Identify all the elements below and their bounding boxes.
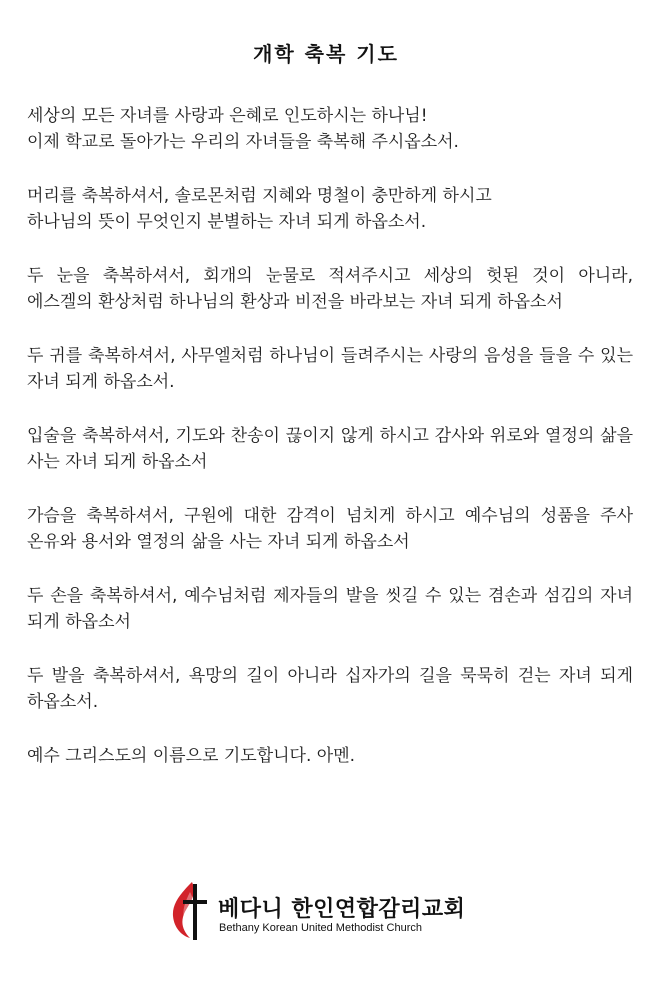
church-name-korean: 베다니 한인연합감리교회 [218, 897, 466, 922]
church-logo [170, 880, 490, 942]
paragraph-heart: 가슴을 축복하셔서, 구원에 대한 감격이 넘치게 하시고 예수님의 성품을 주사 온유와 용서와 열정의 삶을 사는 자녀 되게 하옵소서 [27, 506, 633, 552]
paragraph-lips: 입술을 축복하셔서, 기도와 찬송이 끊이지 않게 하시고 감사와 위로와 열정의 삶을 사는 자녀 되게 하옵소서 [27, 426, 633, 472]
prayer-body [27, 103, 633, 797]
paragraph-hands: 두 손을 축복하셔서, 예수님처럼 제자들의 발을 씻길 수 있는 겸손과 섬김의 자녀 되게 하옵소서 [27, 586, 633, 632]
church-name-english: Bethany Korean United Methodist Church [219, 922, 423, 934]
paragraph-feet: 두 발을 축복하셔서, 욕망의 길이 아니라 십자가의 길을 묵묵히 걷는 자녀 되게 하옵소서. [27, 666, 633, 712]
paragraph-head: 머리를 축복하셔서, 솔로몬처럼 지혜와 명철이 충만하게 하시고 하나님의 뜻이 무엇인지 분별하는 자녀 되게 하옵소서. [27, 186, 492, 232]
document-title: 개학 축복 기도 [253, 42, 399, 66]
paragraph-closing: 예수 그리스도의 이름으로 기도합니다. 아멘. [27, 746, 356, 766]
paragraph-opening: 세상의 모든 자녀를 사랑과 은혜로 인도하시는 하나님! 이제 학교로 돌아가는 우리의 자녀들을 축복해 주시옵소서. [27, 106, 459, 152]
paragraph-ears: 두 귀를 축복하셔서, 사무엘처럼 하나님이 들려주시는 사랑의 음성을 들을 수 있는 자녀 되게 하옵소서. [27, 346, 633, 392]
cross-and-flame-icon [170, 880, 208, 942]
paragraph-eyes: 두 눈을 축복하셔서, 회개의 눈물로 적셔주시고 세상의 헛된 것이 아니라, 에스겔의 환상처럼 하나님의 환상과 비전을 바라보는 자녀 되게 하옵소서 [27, 266, 633, 312]
